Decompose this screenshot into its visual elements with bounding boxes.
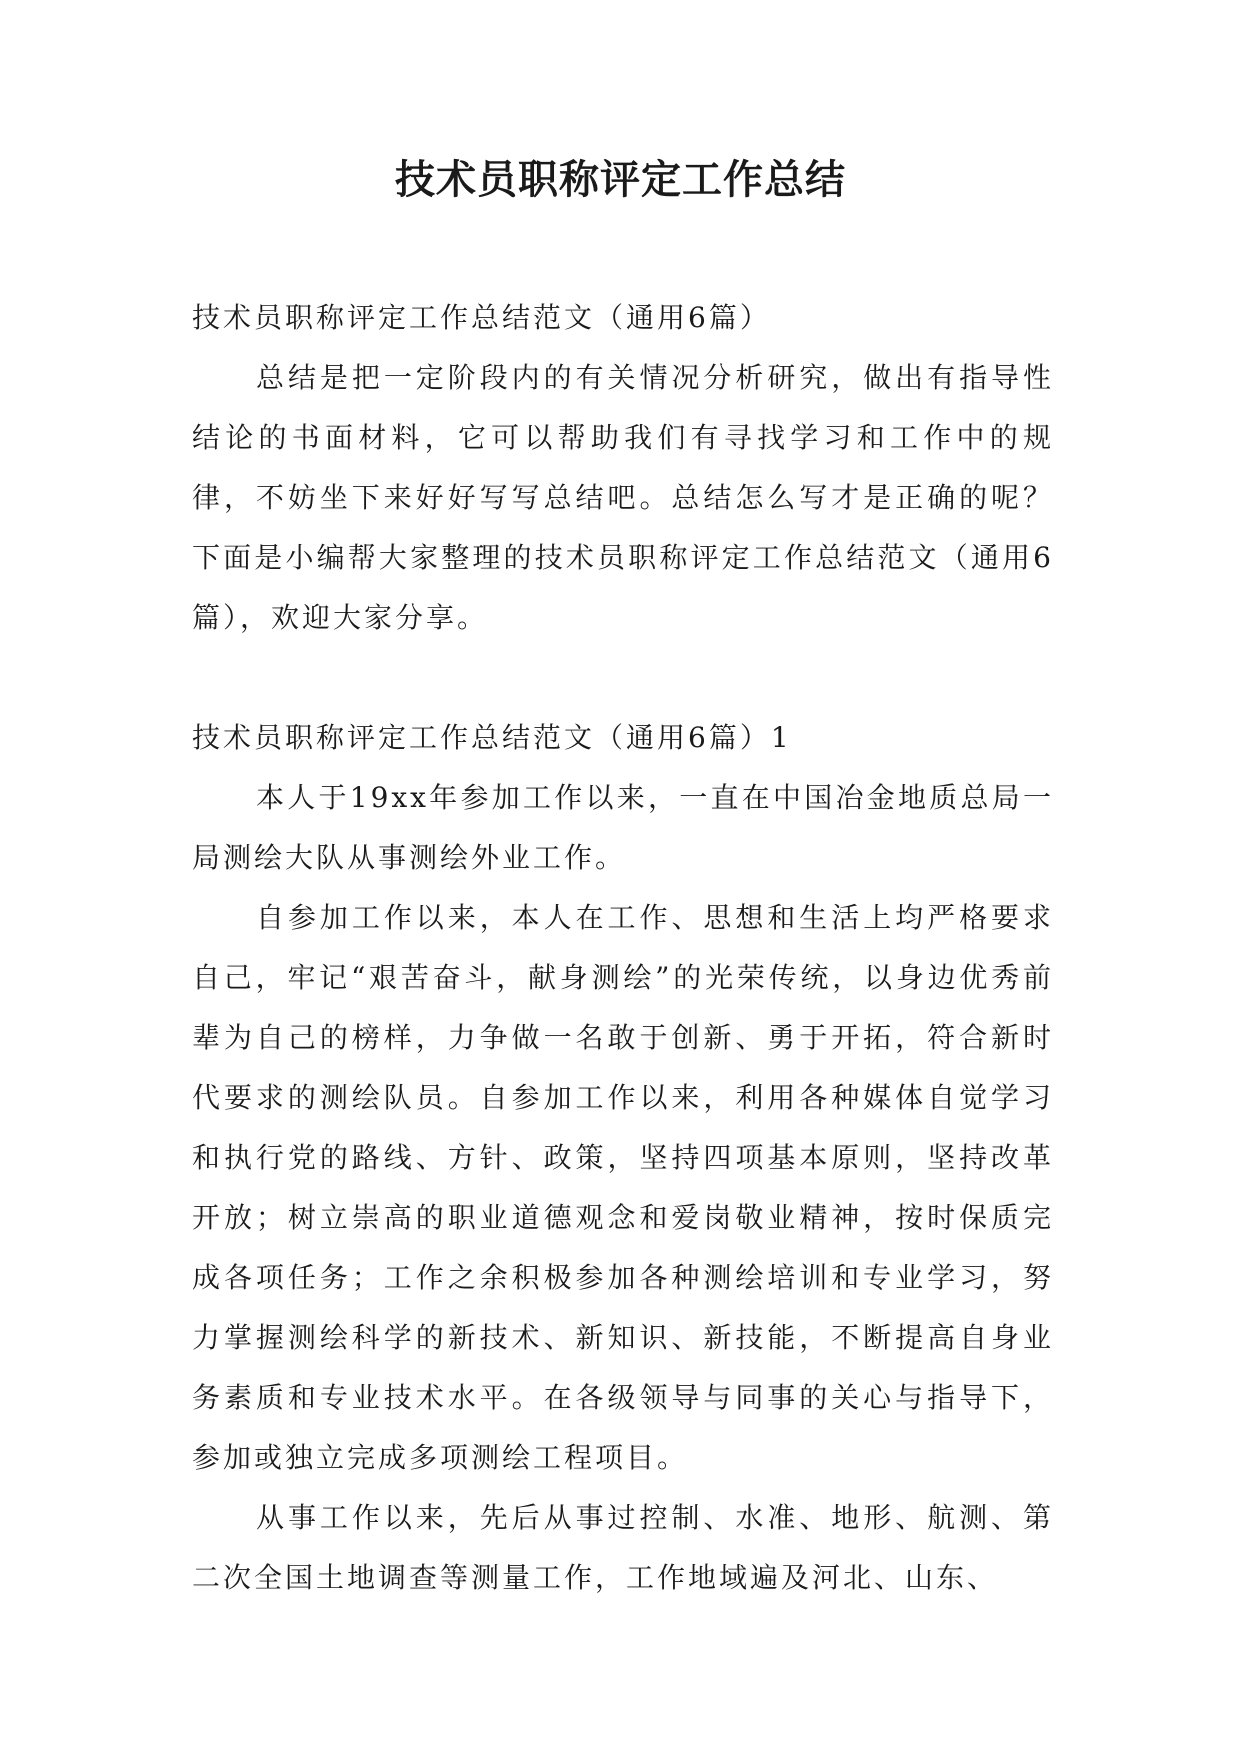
- section-spacer: [192, 648, 1054, 708]
- document-subtitle: 技术员职称评定工作总结范文（通用6篇）: [192, 301, 771, 334]
- body-paragraph: 自参加工作以来，本人在工作、思想和生活上均严格要求自己，牢记“艰苦奋斗，献身测绘”的光荣传统，以身边优秀前辈为自己的榜样，力争做一名敢于创新、勇于开拓，符合新时代要求的测绘队员。自参加工作以来，利用各种媒体自觉学习和执行党的路线、方针、政策，坚持四项基本原则，坚持改革开放；树立崇高的职业道德观念和爱岗敬业精神，按时保质完成各项任务；工作之余积极参加各种测绘培训和专业学习，努力掌握测绘科学的新技术、新知识、新技能，不断提高自身业务素质和专业技术水平。在各级领导与同事的关心与指导下，参加或独立完成多项测绘工程项目。: [192, 901, 1054, 1474]
- document-title: 技术员职称评定工作总结: [395, 156, 846, 203]
- body-paragraph: 从事工作以来，先后从事过控制、水准、地形、航测、第二次全国土地调查等测量工作，工作地域遍及河北、山东、: [192, 1501, 1054, 1594]
- intro-paragraph: 总结是把一定阶段内的有关情况分析研究，做出有指导性结论的书面材料，它可以帮助我们有寻找学习和工作中的规律，不妨坐下来好好写写总结吧。总结怎么写才是正确的呢？下面是小编帮大家整理的技术员职称评定工作总结范文（通用6篇），欢迎大家分享。: [192, 361, 1054, 634]
- document-body: [192, 288, 1054, 1608]
- body-paragraph: 本人于19xx年参加工作以来，一直在中国冶金地质总局一局测绘大队从事测绘外业工作。: [192, 781, 1054, 874]
- section-heading: 技术员职称评定工作总结范文（通用6篇）1: [192, 721, 792, 754]
